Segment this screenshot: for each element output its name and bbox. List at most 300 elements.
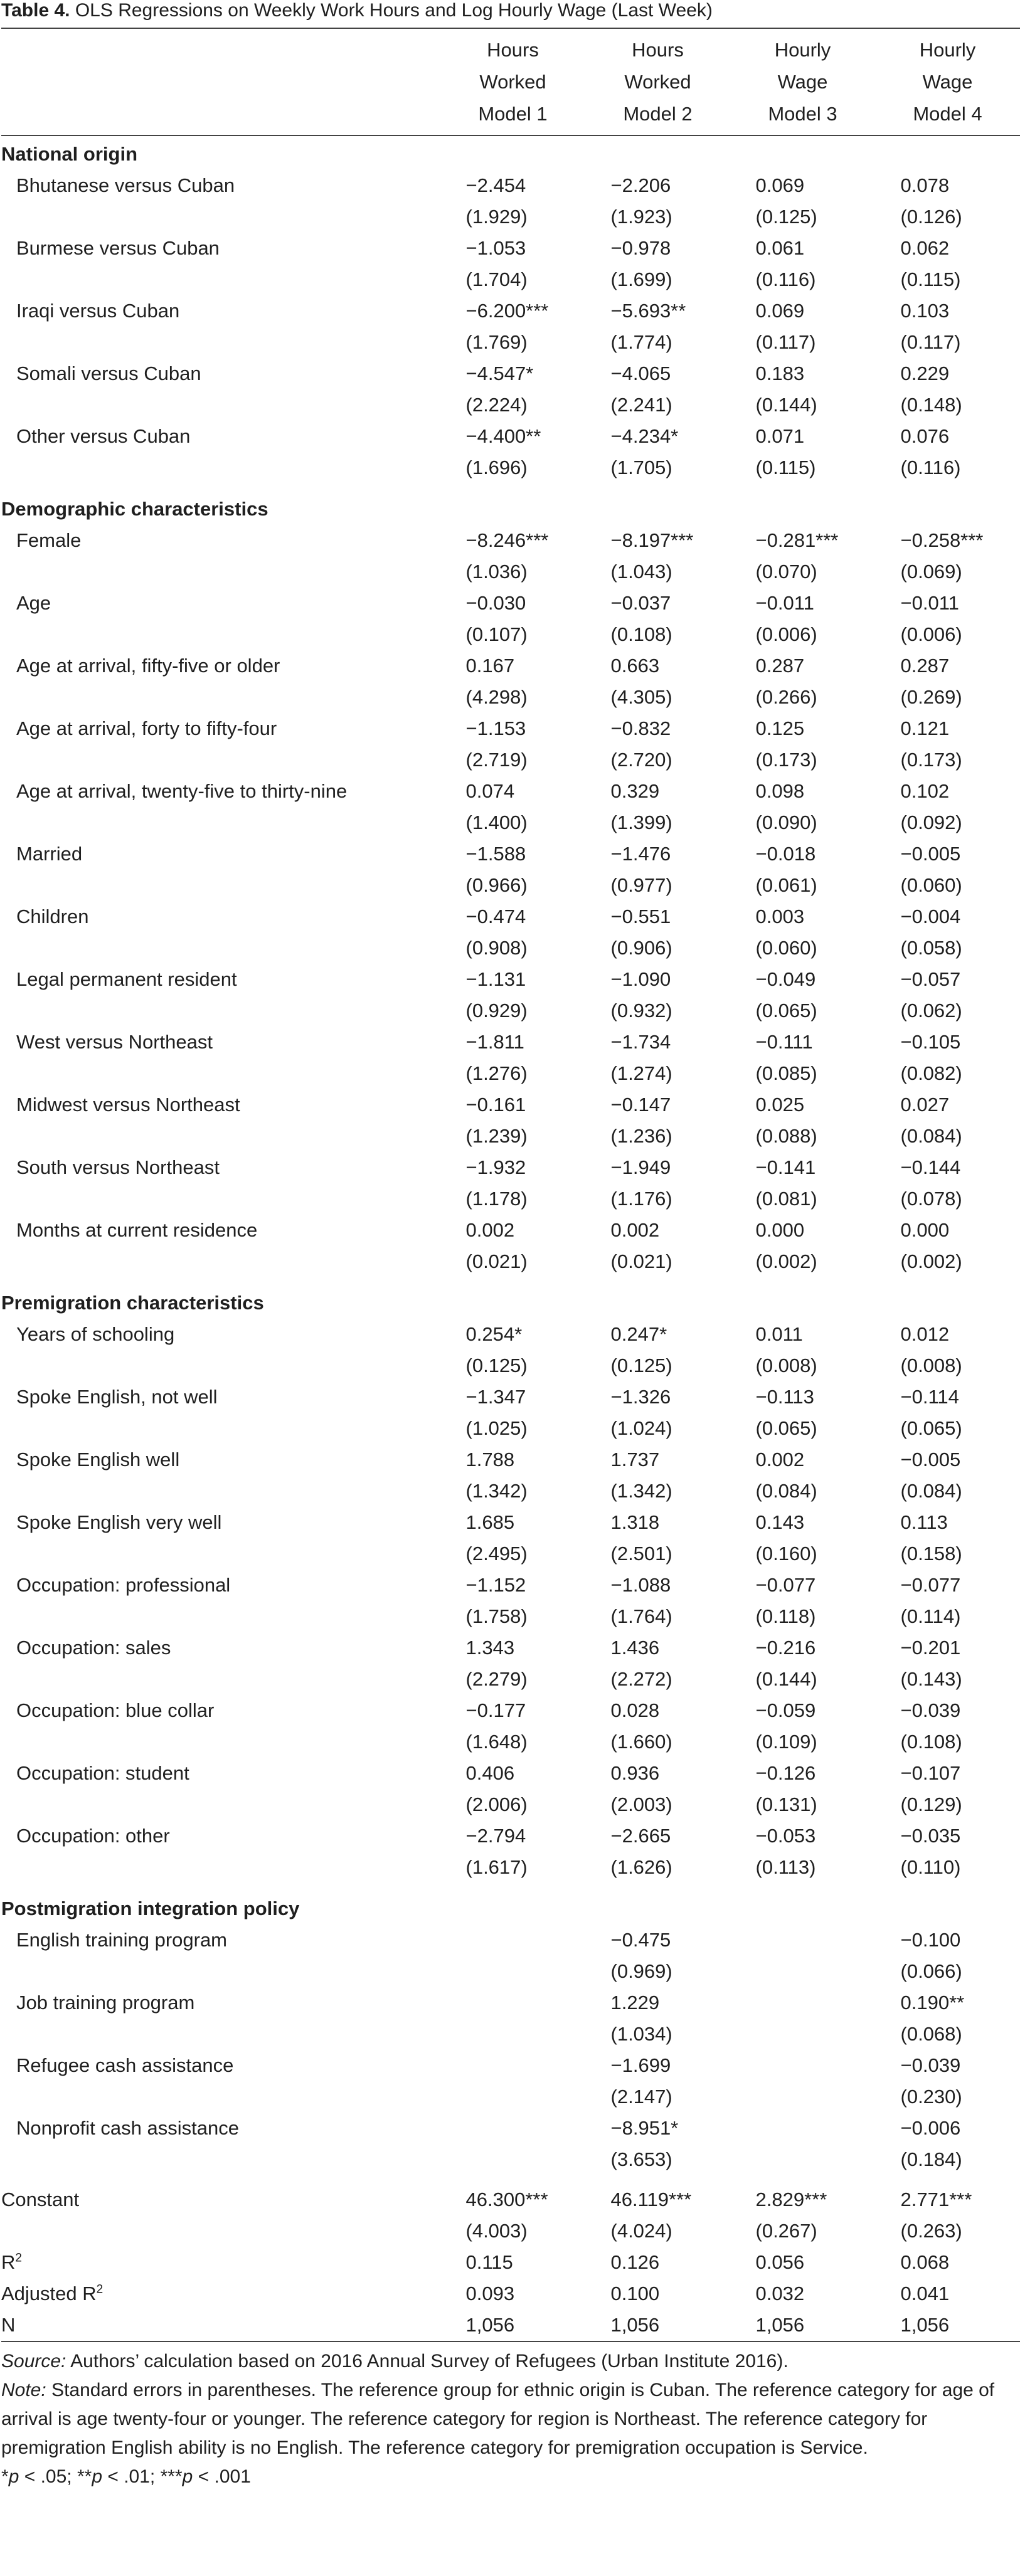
coefficient-value: 0.002 [465, 1219, 515, 1241]
standard-error-cell [440, 327, 585, 358]
coefficient-row [1, 170, 1020, 201]
standard-error-cell [875, 264, 1020, 295]
coefficient-cell [875, 1987, 1020, 2019]
standard-error-cell [440, 619, 585, 650]
coefficient-cell [875, 1027, 1020, 1058]
row-label-empty [1, 932, 440, 964]
standard-error-row [1, 389, 1020, 421]
standard-error-cell [875, 744, 1020, 776]
standard-error-cell [440, 201, 585, 233]
coefficient-value: −1.088 [610, 1574, 671, 1596]
coefficient-cell [440, 1444, 585, 1475]
statistic-cell [730, 2278, 875, 2309]
standard-error-value: (1.660) [610, 1731, 672, 1753]
standard-error-cell [440, 1475, 585, 1507]
coefficient-cell [730, 295, 875, 327]
standard-error-row [1, 1350, 1020, 1381]
coefficient-cell [440, 1381, 585, 1413]
coefficient-cell [440, 1089, 585, 1121]
coefficient-value: −0.004 [900, 905, 961, 927]
standard-error-row [1, 1058, 1020, 1089]
row-label-empty [1, 2081, 440, 2113]
standard-error-cell [730, 2081, 875, 2113]
section-heading: Demographic characteristics [1, 498, 268, 520]
standard-error-value: (2.719) [465, 749, 528, 771]
coefficient-cell [875, 525, 1020, 556]
row-label: Occupation: sales [16, 1637, 171, 1659]
coefficient-cell [585, 358, 730, 389]
coefficient-value: −8.246*** [465, 529, 549, 551]
coefficient-cell [875, 1319, 1020, 1350]
standard-error-cell [585, 744, 730, 776]
coefficient-cell [730, 588, 875, 619]
statistic-superscript: 2 [15, 2251, 22, 2265]
coefficient-cell [730, 1027, 875, 1058]
standard-error-row [1, 995, 1020, 1027]
coefficient-value: −0.049 [755, 968, 816, 990]
standard-error-cell [585, 1538, 730, 1570]
standard-error-cell [585, 682, 730, 713]
coefficient-value: −0.114 [900, 1386, 959, 1408]
row-label: Burmese versus Cuban [16, 237, 220, 259]
standard-error-row [1, 1956, 1020, 1987]
significance-threshold: < .01; [102, 2466, 161, 2487]
coefficient-cell [585, 2050, 730, 2081]
standard-error-row [1, 452, 1020, 483]
table-title [1, 0, 1019, 28]
coefficient-cell [875, 588, 1020, 619]
standard-error-row [1, 556, 1020, 588]
standard-error-value: (0.929) [465, 1000, 528, 1021]
standard-error-cell [875, 1475, 1020, 1507]
coefficient-cell [875, 1089, 1020, 1121]
coefficient-cell [730, 1444, 875, 1475]
coefficient-cell [440, 1215, 585, 1246]
source-label: Source: [1, 2351, 66, 2372]
standard-error-row [1, 2019, 1020, 2050]
coefficient-value: −1.153 [465, 717, 526, 739]
standard-error-value: (0.108) [610, 623, 672, 645]
standard-error-cell [875, 1789, 1020, 1820]
coefficient-row [1, 2113, 1020, 2144]
standard-error-cell [875, 682, 1020, 713]
coefficient-value: −0.037 [610, 592, 671, 614]
coefficient-cell [875, 233, 1020, 264]
standard-error-value: (0.058) [900, 937, 962, 959]
coefficient-cell [730, 1319, 875, 1350]
standard-error-value: (0.061) [755, 874, 817, 896]
coefficient-cell [440, 358, 585, 389]
standard-error-cell [440, 1664, 585, 1695]
standard-error-cell [730, 1183, 875, 1215]
standard-error-value: (0.144) [755, 394, 817, 416]
coefficient-value: −0.281*** [755, 529, 839, 551]
standard-error-row [1, 2215, 1020, 2247]
standard-error-value: (0.060) [755, 937, 817, 959]
coefficient-cell [440, 1695, 585, 1726]
standard-error-cell [585, 619, 730, 650]
statistic-cell [875, 2309, 1020, 2341]
row-label-empty [1, 1246, 440, 1277]
coefficient-cell [730, 650, 875, 682]
statistic-cell [585, 2309, 730, 2341]
standard-error-cell [440, 682, 585, 713]
standard-error-cell [730, 744, 875, 776]
standard-error-cell [440, 1956, 585, 1987]
coefficient-value: −0.030 [465, 592, 526, 614]
standard-error-value: (1.342) [465, 1480, 528, 1502]
standard-error-value: (1.176) [610, 1188, 672, 1210]
standard-error-value: (0.126) [900, 206, 962, 228]
coefficient-row [1, 1027, 1020, 1058]
standard-error-value: (0.144) [755, 1668, 817, 1690]
standard-error-value: (0.230) [900, 2086, 962, 2108]
standard-error-cell [440, 2215, 585, 2247]
coefficient-cell [730, 1820, 875, 1852]
coefficient-value: 0.167 [465, 655, 515, 677]
coefficient-value: 0.183 [755, 362, 805, 384]
standard-error-cell [875, 995, 1020, 1027]
column-header-model-4 [875, 28, 1020, 135]
coefficient-cell [875, 1570, 1020, 1601]
standard-error-value: (0.184) [900, 2148, 962, 2170]
significance-p: p [92, 2466, 102, 2487]
row-label-empty [1, 1350, 440, 1381]
coefficient-cell [730, 2050, 875, 2081]
standard-error-value: (2.495) [465, 1543, 528, 1565]
standard-error-value: (0.084) [900, 1480, 962, 1502]
coefficient-cell [875, 1758, 1020, 1789]
coefficient-value: −0.011 [900, 592, 959, 614]
standard-error-value: (4.305) [610, 686, 672, 708]
significance-stars: * [1, 2466, 9, 2487]
coefficient-cell [730, 964, 875, 995]
coefficient-value: 0.102 [900, 780, 950, 802]
standard-error-cell [730, 452, 875, 483]
coefficient-value: −0.077 [755, 1574, 816, 1596]
coefficient-row [1, 295, 1020, 327]
standard-error-cell [730, 1789, 875, 1820]
coefficient-cell [585, 1695, 730, 1726]
coefficient-value: 0.003 [755, 905, 805, 927]
statistic-label-text: Adjusted R [1, 2283, 97, 2304]
standard-error-value: (0.143) [900, 1668, 962, 1690]
standard-error-cell [875, 2019, 1020, 2050]
coefficient-value: −8.951* [610, 2117, 679, 2139]
coefficient-value: 0.103 [900, 300, 950, 322]
standard-error-cell [440, 2144, 585, 2175]
coefficient-value: 0.002 [755, 1449, 805, 1470]
standard-error-row [1, 2081, 1020, 2113]
coefficient-cell [730, 421, 875, 452]
coefficient-cell [440, 1152, 585, 1183]
standard-error-cell [585, 556, 730, 588]
significance-p: p [182, 2466, 193, 2487]
coefficient-value: −1.476 [610, 843, 671, 865]
coefficient-cell [730, 1152, 875, 1183]
standard-error-cell [585, 1350, 730, 1381]
row-label-empty [1, 556, 440, 588]
standard-error-cell [730, 556, 875, 588]
section-heading-row [1, 1277, 1020, 1319]
source-text: Authors’ calculation based on 2016 Annual Survey of Refugees (Urban Institute 2016). [66, 2351, 789, 2372]
coefficient-value: −0.177 [465, 1699, 526, 1721]
row-label-empty [1, 1726, 440, 1758]
coefficient-cell [440, 650, 585, 682]
coefficient-cell [440, 2113, 585, 2144]
standard-error-value: (0.082) [900, 1062, 962, 1084]
significance-stars: *** [160, 2466, 183, 2487]
standard-error-value: (0.158) [900, 1543, 962, 1565]
row-label-empty [1, 1475, 440, 1507]
standard-error-cell [585, 1475, 730, 1507]
row-label-empty [1, 389, 440, 421]
coefficient-value: 0.406 [465, 1762, 515, 1784]
standard-error-cell [875, 1601, 1020, 1632]
coefficient-cell [730, 525, 875, 556]
row-label: West versus Northeast [16, 1031, 213, 1053]
statistic-cell [730, 2309, 875, 2341]
coefficient-cell [440, 776, 585, 807]
standard-error-value: (0.131) [755, 1793, 817, 1815]
coefficient-cell [875, 1820, 1020, 1852]
column-header-line: Worked [624, 71, 691, 93]
standard-error-cell [730, 1413, 875, 1444]
coefficient-cell [875, 776, 1020, 807]
standard-error-cell [440, 1789, 585, 1820]
standard-error-cell [440, 1246, 585, 1277]
standard-error-value: (2.720) [610, 749, 672, 771]
coefficient-cell [440, 588, 585, 619]
statistic-value: 0.115 [465, 2251, 513, 2273]
standard-error-cell [875, 1183, 1020, 1215]
row-label-empty [1, 1664, 440, 1695]
coefficient-row [1, 838, 1020, 870]
standard-error-value: (0.966) [465, 874, 528, 896]
standard-error-value: (2.003) [610, 1793, 672, 1815]
standard-error-cell [730, 619, 875, 650]
statistic-cell [440, 2278, 585, 2309]
coefficient-value: −0.475 [610, 1929, 671, 1951]
coefficient-value: 46.119*** [610, 2188, 692, 2210]
standard-error-cell [585, 2019, 730, 2050]
standard-error-cell [730, 201, 875, 233]
row-label: Age at arrival, fifty-five or older [16, 655, 280, 677]
coefficient-cell [585, 1381, 730, 1413]
coefficient-cell [875, 170, 1020, 201]
coefficient-value: 0.143 [755, 1511, 805, 1533]
column-header-line: Model 3 [768, 103, 837, 125]
coefficient-cell [585, 1758, 730, 1789]
standard-error-value: (0.173) [755, 749, 817, 771]
statistic-value: 1,056 [755, 2314, 805, 2336]
coefficient-value: −0.107 [900, 1762, 961, 1784]
standard-error-row [1, 201, 1020, 233]
coefficient-cell [585, 1507, 730, 1538]
statistic-cell [440, 2309, 585, 2341]
standard-error-value: (2.501) [610, 1543, 672, 1565]
standard-error-value: (2.241) [610, 394, 672, 416]
coefficient-cell [875, 901, 1020, 932]
coefficient-cell [440, 233, 585, 264]
standard-error-cell [585, 807, 730, 838]
standard-error-cell [875, 327, 1020, 358]
coefficient-value: −0.011 [755, 592, 814, 614]
standard-error-cell [730, 389, 875, 421]
section-heading-row [1, 483, 1020, 525]
coefficient-cell [875, 1215, 1020, 1246]
row-label-empty [1, 264, 440, 295]
standard-error-cell [585, 1664, 730, 1695]
standard-error-cell [875, 1664, 1020, 1695]
standard-error-value: (0.969) [610, 1960, 672, 1982]
coefficient-value: −1.131 [465, 968, 526, 990]
significance-threshold: < .05; [19, 2466, 77, 2487]
standard-error-row [1, 744, 1020, 776]
standard-error-cell [730, 1475, 875, 1507]
coefficient-cell [730, 1381, 875, 1413]
coefficient-value: 0.061 [755, 237, 805, 259]
standard-error-value: (1.769) [465, 331, 528, 353]
note-text: Standard errors in parentheses. The reference group for ethnic origin is Cuban. The reference category for age of arrival is age twenty-four or younger. The reference category for region is Northeast. The reference category for premigration English ability is no English. The reference category for premigration occupation is Service. [1, 2380, 995, 2458]
coefficient-cell [585, 776, 730, 807]
coefficient-cell [585, 1570, 730, 1601]
table-header [1, 28, 1020, 135]
row-label-empty [1, 682, 440, 713]
standard-error-row [1, 1789, 1020, 1820]
section-heading: Premigration characteristics [1, 1292, 264, 1314]
coefficient-value: −0.161 [465, 1094, 526, 1116]
coefficient-value: −0.105 [900, 1031, 961, 1053]
coefficient-cell [875, 2050, 1020, 2081]
standard-error-value: (0.173) [900, 749, 962, 771]
standard-error-cell [585, 995, 730, 1027]
standard-error-cell [440, 1121, 585, 1152]
standard-error-cell [730, 1664, 875, 1695]
standard-error-value: (0.002) [900, 1250, 962, 1272]
significance-p: p [8, 2466, 19, 2487]
row-label-empty [1, 870, 440, 901]
standard-error-value: (0.088) [755, 1125, 817, 1147]
row-label-empty [1, 619, 440, 650]
standard-error-cell [875, 1538, 1020, 1570]
coefficient-value: −0.978 [610, 237, 671, 259]
standard-error-cell [440, 556, 585, 588]
row-label-empty [1, 2019, 440, 2050]
column-header-line: Wage [777, 71, 828, 93]
standard-error-row [1, 327, 1020, 358]
statistic-value: 1,056 [900, 2314, 950, 2336]
coefficient-cell [875, 1632, 1020, 1664]
column-header-line: Model 1 [478, 103, 548, 125]
coefficient-cell [730, 1924, 875, 1956]
coefficient-value: −1.734 [610, 1031, 671, 1053]
statistic-value: 0.093 [465, 2283, 515, 2304]
coefficient-row [1, 713, 1020, 744]
row-label: Occupation: professional [16, 1574, 231, 1596]
standard-error-cell [875, 556, 1020, 588]
row-label: Age at arrival, forty to fifty-four [16, 717, 277, 739]
standard-error-value: (1.704) [465, 268, 528, 290]
row-label-empty [1, 1538, 440, 1570]
statistic-value: 0.068 [900, 2251, 950, 2273]
standard-error-value: (0.125) [755, 206, 817, 228]
coefficient-row [1, 358, 1020, 389]
coefficient-cell [875, 1695, 1020, 1726]
statistic-cell [730, 2247, 875, 2278]
standard-error-cell [730, 1538, 875, 1570]
standard-error-cell [585, 264, 730, 295]
coefficient-value: 0.000 [755, 1219, 805, 1241]
standard-error-cell [730, 327, 875, 358]
row-label: South versus Northeast [16, 1156, 220, 1178]
coefficient-cell [875, 1924, 1020, 1956]
standard-error-value: (0.269) [900, 686, 962, 708]
standard-error-cell [730, 1852, 875, 1883]
standard-error-cell [585, 2144, 730, 2175]
standard-error-row [1, 1246, 1020, 1277]
standard-error-cell [730, 932, 875, 964]
standard-error-cell [875, 1350, 1020, 1381]
coefficient-row [1, 964, 1020, 995]
coefficient-value: 0.012 [900, 1323, 950, 1345]
standard-error-value: (0.085) [755, 1062, 817, 1084]
standard-error-value: (1.236) [610, 1125, 672, 1147]
column-header-empty [1, 28, 440, 135]
row-label-empty [1, 1956, 440, 1987]
standard-error-row [1, 682, 1020, 713]
row-label: Age [16, 592, 51, 614]
standard-error-value: (0.092) [900, 811, 962, 833]
coefficient-cell [440, 1319, 585, 1350]
coefficient-value: −0.005 [900, 1449, 961, 1470]
coefficient-value: 0.062 [900, 237, 950, 259]
coefficient-cell [440, 1758, 585, 1789]
standard-error-value: (0.006) [900, 623, 962, 645]
coefficient-value: −1.811 [465, 1031, 524, 1053]
standard-error-value: (1.400) [465, 811, 528, 833]
coefficient-row [1, 1444, 1020, 1475]
coefficient-value: 0.121 [900, 717, 950, 739]
standard-error-value: (1.274) [610, 1062, 672, 1084]
coefficient-row [1, 525, 1020, 556]
standard-error-value: (2.147) [610, 2086, 672, 2108]
row-label: Somali versus Cuban [16, 362, 201, 384]
standard-error-cell [730, 2019, 875, 2050]
coefficient-value: 0.247* [610, 1323, 667, 1345]
coefficient-value: −0.006 [900, 2117, 961, 2139]
coefficient-value: −0.147 [610, 1094, 671, 1116]
coefficient-value: −1.347 [465, 1386, 526, 1408]
coefficient-cell [585, 588, 730, 619]
statistic-value: 0.041 [900, 2283, 950, 2304]
standard-error-value: (0.065) [900, 1417, 962, 1439]
standard-error-value: (1.923) [610, 206, 672, 228]
coefficient-cell [585, 1089, 730, 1121]
coefficient-value: 0.069 [755, 174, 805, 196]
standard-error-value: (1.705) [610, 457, 672, 478]
coefficient-row [1, 233, 1020, 264]
standard-error-value: (3.653) [610, 2148, 672, 2170]
standard-error-value: (2.224) [465, 394, 528, 416]
coefficient-cell [730, 901, 875, 932]
coefficient-row [1, 2184, 1020, 2215]
coefficient-cell [585, 650, 730, 682]
coefficient-cell [440, 1924, 585, 1956]
standard-error-cell [875, 1852, 1020, 1883]
section-heading: Postmigration integration policy [1, 1898, 300, 1919]
row-label-empty [1, 1183, 440, 1215]
